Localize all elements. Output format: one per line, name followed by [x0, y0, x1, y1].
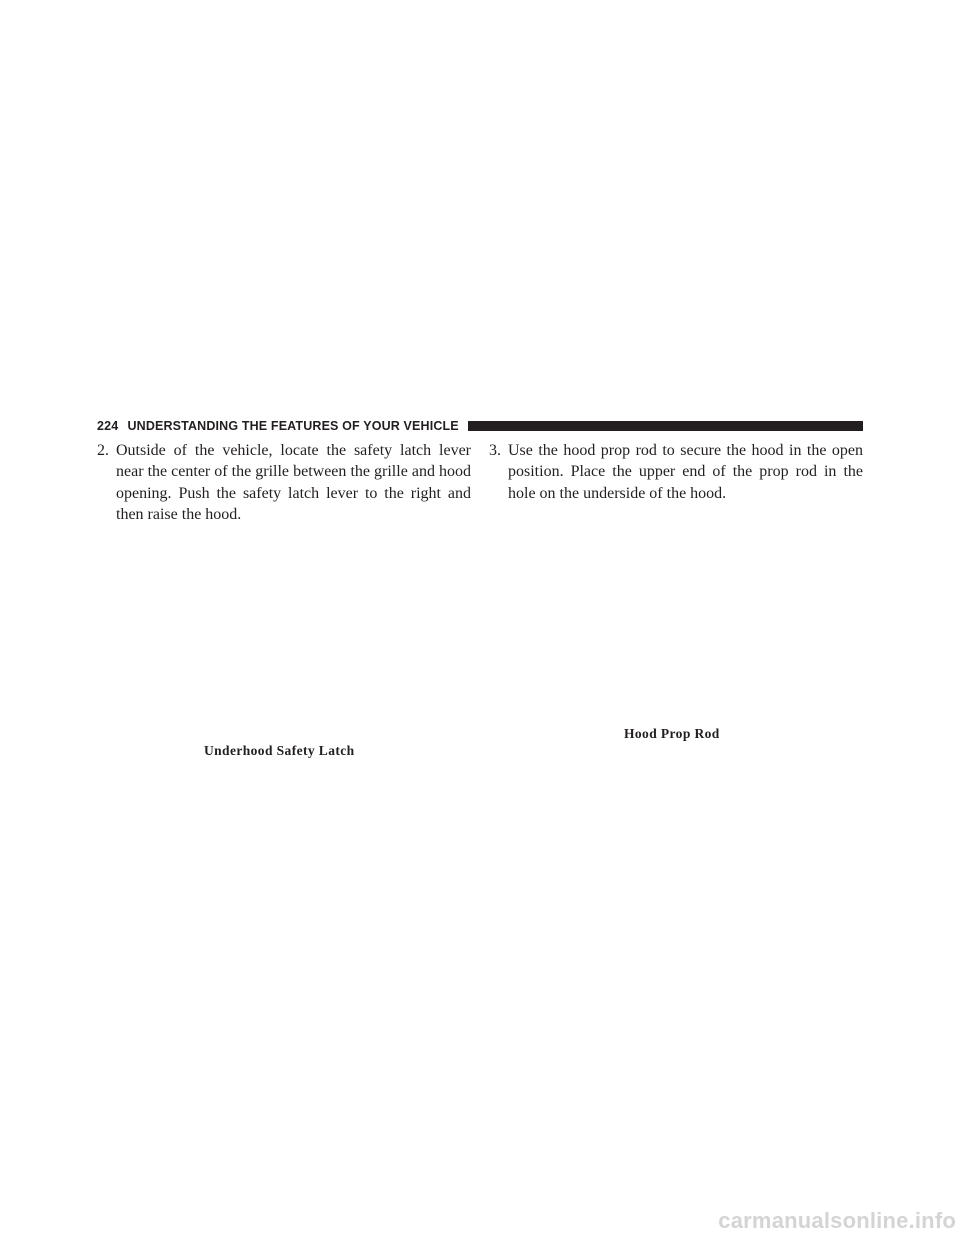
step-2 [97, 440, 471, 525]
figure-caption-underhood-safety-latch: Underhood Safety Latch [204, 743, 355, 758]
step-3 [489, 440, 863, 504]
step-number: 2. [97, 442, 109, 459]
step-text: Use the hood prop rod to secure the hood in the open position. Place the upper end of the prop rod in the hole on the underside of the hood. [508, 442, 863, 502]
step-number: 3. [489, 442, 501, 459]
header-rule [468, 421, 863, 431]
step-text: Outside of the vehicle, locate the safety latch lever near the center of the grille between the grille and hood opening. Push the safety latch lever to the right and then raise the hood. [116, 442, 471, 523]
watermark: carmanualsonline.info [718, 1208, 956, 1233]
figure-caption-hood-prop-rod: Hood Prop Rod [624, 726, 720, 741]
section-title: UNDERSTANDING THE FEATURES OF YOUR VEHICLE [127, 419, 459, 433]
page-header [97, 418, 863, 434]
page-number: 224 [97, 419, 119, 433]
